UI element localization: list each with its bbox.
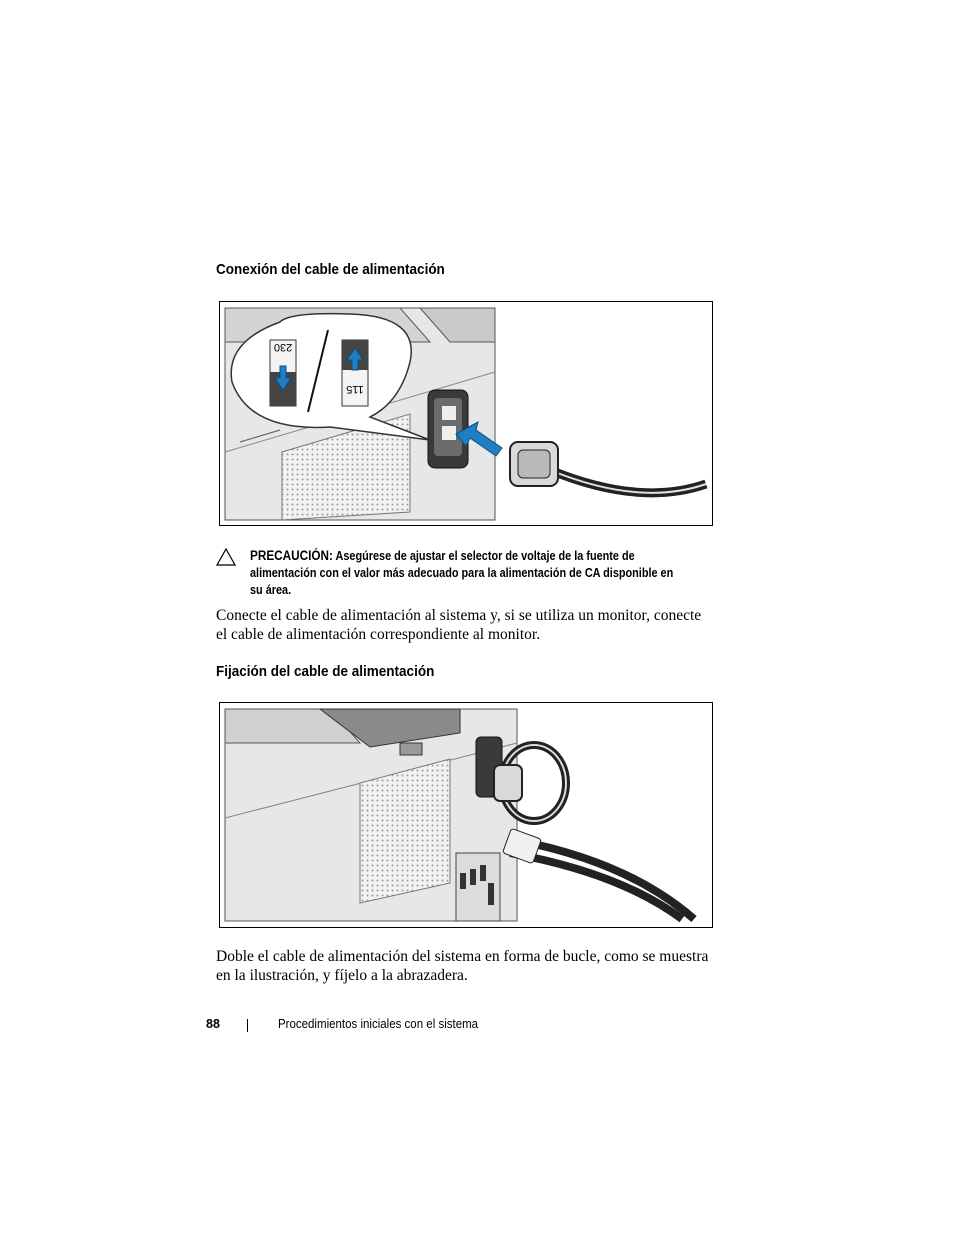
caution-triangle-icon	[216, 548, 236, 566]
voltage-label-115: 115	[346, 383, 364, 395]
caution-text: Asegúrese de ajustar el selector de voltaje de la fuente de alimentación con el valor más adecuado para la alimentación de CA disponible en su área.	[250, 549, 674, 597]
section-heading-secure: Fijación del cable de alimentación	[216, 663, 435, 680]
footer-title: Procedimientos iniciales con el sistema	[278, 1017, 479, 1031]
figure-connect-power-cable	[219, 301, 713, 526]
footer-separator	[247, 1019, 248, 1032]
caution-label: PRECAUCIÓN:	[250, 548, 333, 563]
voltage-label-230: 230	[273, 341, 293, 353]
page-number: 88	[206, 1017, 220, 1031]
paragraph-secure: Doble el cable de alimentación del sistema en forma de bucle, como se muestra en la ilustración, y fíjelo a la abrazadera.	[216, 948, 709, 984]
figure-secure-power-cable	[219, 702, 713, 928]
power-cable-connection-illustration	[220, 302, 712, 525]
paragraph-connect: Conecte el cable de alimentación al sistema y, si se utiliza un monitor, conecte el cable de alimentación correspondiente al monitor.	[216, 607, 702, 643]
power-cable-loop-illustration	[220, 703, 712, 927]
section-heading-connect: Conexión del cable de alimentación	[216, 261, 445, 278]
